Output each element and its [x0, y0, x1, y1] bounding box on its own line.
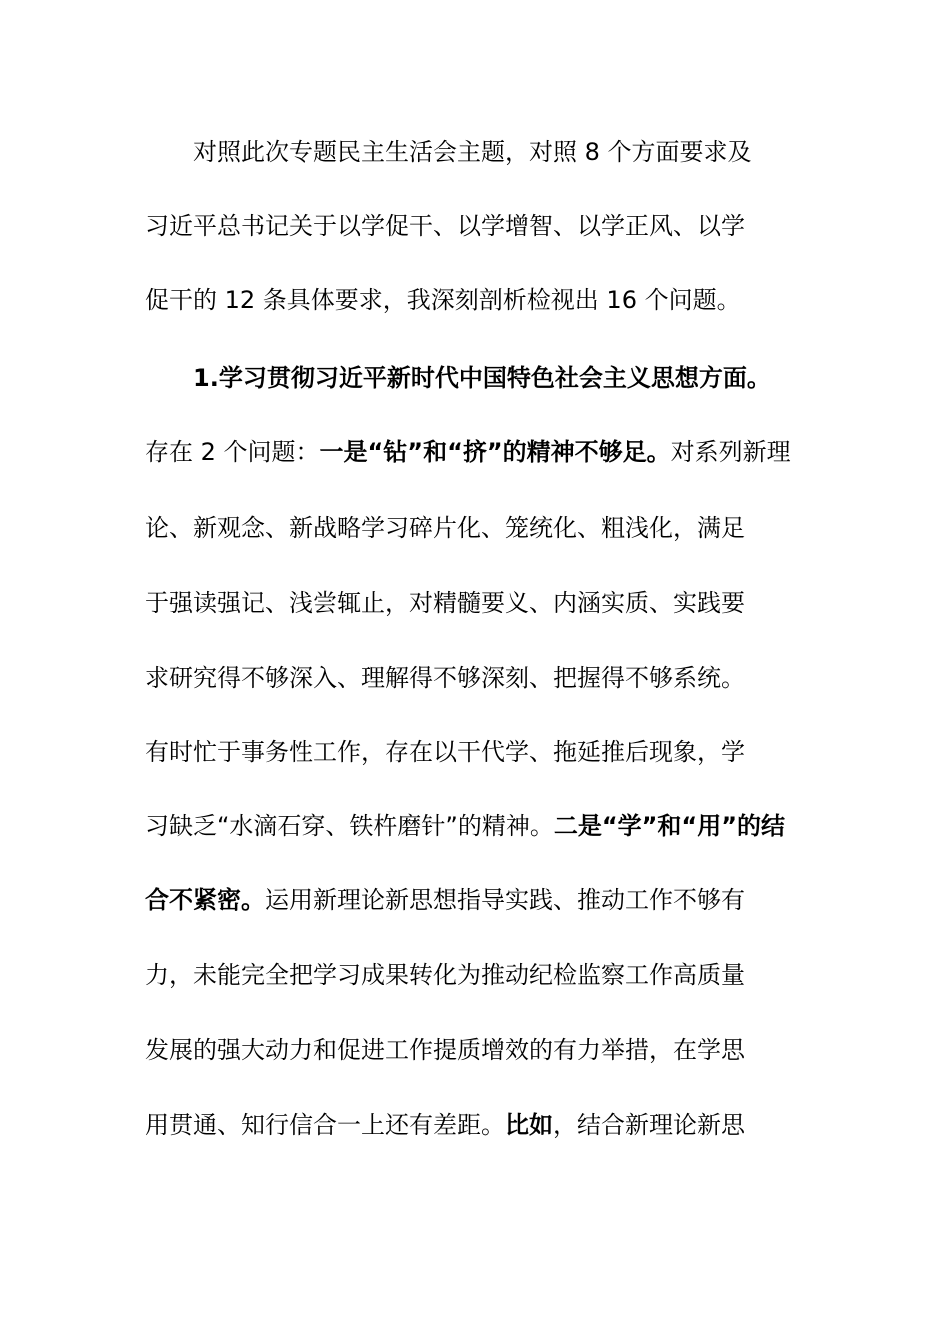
paragraph-line-3	[145, 280, 825, 320]
paragraph-line-12	[145, 955, 825, 995]
text-segment: 对系列新理	[670, 438, 791, 466]
text-segment: 论、新观念、新战略学习碎片化、笼统化、粗浅化，满足	[145, 514, 745, 542]
paragraph-line-13	[145, 1030, 825, 1070]
paragraph-line-6	[145, 508, 825, 548]
paragraph-line-9	[145, 732, 825, 772]
bold-text-segment: 比如	[505, 1111, 553, 1139]
paragraph-line-14	[145, 1105, 825, 1145]
text-segment: 运用新理论新思想指导实践、推动工作不够有	[265, 886, 745, 914]
text-segment: 用贯通、知行信合一上还有差距。	[145, 1111, 505, 1139]
paragraph-line-8	[145, 658, 825, 698]
text-segment: 求研究得不够深入、理解得不够深刻、把握得不够系统。	[145, 664, 745, 692]
bold-text-segment: 二是“学”和“用”的结	[553, 812, 785, 840]
paragraph-line-2	[145, 206, 825, 246]
text-segment: 促干的 12 条具体要求，我深刻剖析检视出 16 个问题。	[145, 286, 741, 314]
paragraph-line-11	[145, 880, 825, 920]
paragraph-line-1	[193, 132, 873, 172]
heading-text: 1.学习贯彻习近平新时代中国特色社会主义思想方面。	[193, 364, 771, 392]
text-segment: 有时忙于事务性工作，存在以干代学、拖延推后现象，学	[145, 738, 745, 766]
text-segment: 力，未能完全把学习成果转化为推动纪检监察工作高质量	[145, 961, 745, 989]
text-segment: 习近平总书记关于以学促干、以学增智、以学正风、以学	[145, 212, 745, 240]
text-segment: ，结合新理论新思	[553, 1111, 745, 1139]
text-segment: 发展的强大动力和促进工作提质增效的有力举措，在学思	[145, 1036, 745, 1064]
text-segment: 存在 2 个问题：	[145, 438, 320, 466]
bold-text-segment: 合不紧密。	[145, 886, 265, 914]
text-segment: 习缺乏“水滴石穿、铁杵磨针”的精神。	[145, 812, 554, 840]
paragraph-line-7	[145, 583, 825, 623]
paragraph-line-5	[145, 432, 825, 472]
bold-text-segment: 一是“钻”和“挤”的精神不够足。	[319, 438, 671, 466]
text-segment: 于强读强记、浅尝辄止，对精髓要义、内涵实质、实践要	[145, 589, 745, 617]
text-segment: 对照此次专题民主生活会主题，对照 8 个方面要求及	[193, 138, 752, 166]
section-heading-1	[193, 358, 873, 398]
paragraph-line-10	[145, 806, 825, 846]
